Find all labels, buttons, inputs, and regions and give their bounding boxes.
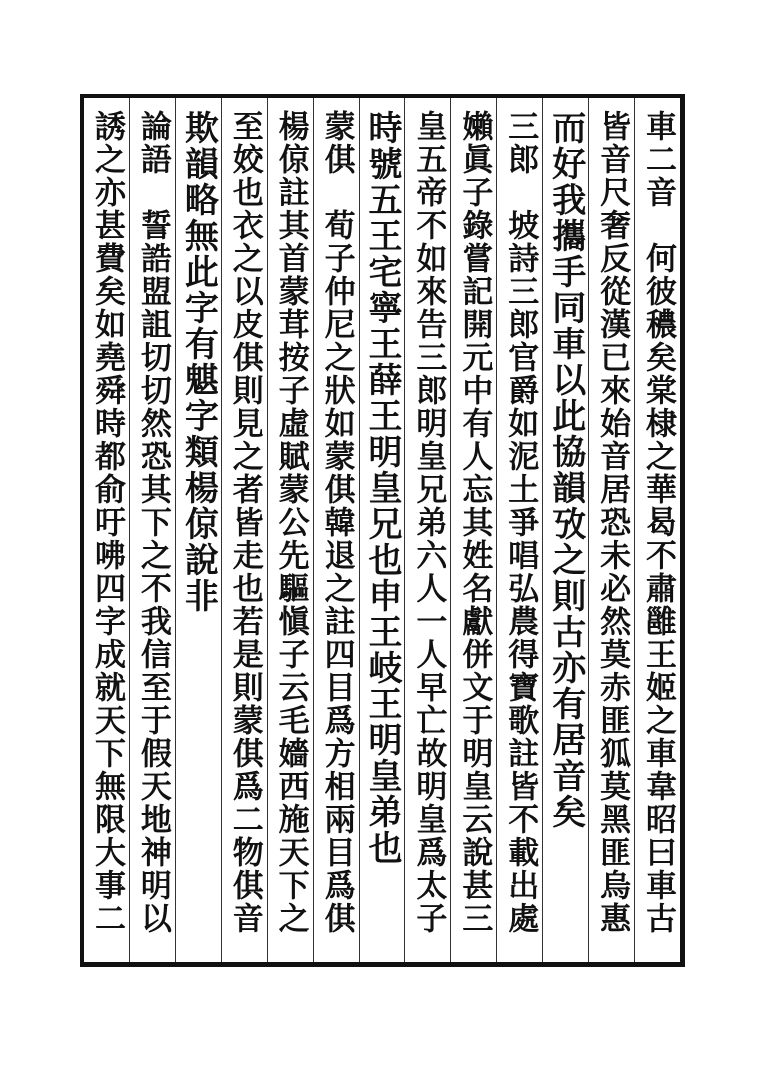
column-text: 時號五王宅寧王薛王明皇兄也申王岐王明皇弟也 — [362, 110, 402, 866]
text-column — [450, 98, 496, 962]
text-column — [175, 98, 221, 962]
column-text: 楊倞註其首蒙茸按子虛賦蒙公先驅愼子云毛嬙西施天下之 — [272, 110, 309, 935]
text-column — [542, 98, 588, 962]
column-text: 皇五帝不如來告三郎明皇兄弟六人一人早亡故明皇爲太子 — [410, 110, 447, 935]
text-column — [588, 98, 634, 962]
column-text: 至姣也衣之以皮倛則見之者皆走也若是則蒙倛爲二物倛音 — [226, 110, 263, 935]
text-column — [634, 98, 680, 962]
column-text: 皆音尺奢反從漢已來始音居恐未必然莫赤匪狐莫黑匪烏惠 — [594, 110, 631, 935]
text-column — [359, 98, 405, 962]
column-text: 而好我攜手同車以此協韻攷之則古亦有居音矣 — [545, 110, 586, 830]
text-column — [496, 98, 542, 962]
column-text: 車二音 何彼穠矣棠棣之華曷不肅雝王姬之車韋昭曰車古 — [640, 110, 677, 935]
column-text: 嬾眞子錄嘗記開元中有人忘其姓名獻併文于明皇云說甚三 — [456, 110, 493, 935]
text-column — [404, 98, 450, 962]
column-text: 三郎 坡詩三郎官爵如泥土爭唱弘農得寶歌註皆不載出處 — [502, 110, 539, 935]
text-columns — [84, 98, 680, 962]
column-text: 蒙倛 荀子仲尼之狀如蒙倛韓退之註四目爲方相兩目爲倛 — [318, 110, 355, 935]
column-text: 論語 誓誥盟詛切切然恐其下之不我信至于假天地神明以 — [134, 110, 171, 935]
text-column — [84, 98, 129, 962]
page-frame — [80, 94, 685, 967]
text-column — [313, 98, 359, 962]
column-text: 誘之亦甚費矣如堯舜時都俞吁咈四字成就天下無限大事二 — [88, 110, 125, 935]
column-text: 欺韻略無此字有魌字類楊倞說非 — [178, 110, 219, 614]
text-column — [267, 98, 313, 962]
text-column — [129, 98, 175, 962]
text-column — [221, 98, 267, 962]
